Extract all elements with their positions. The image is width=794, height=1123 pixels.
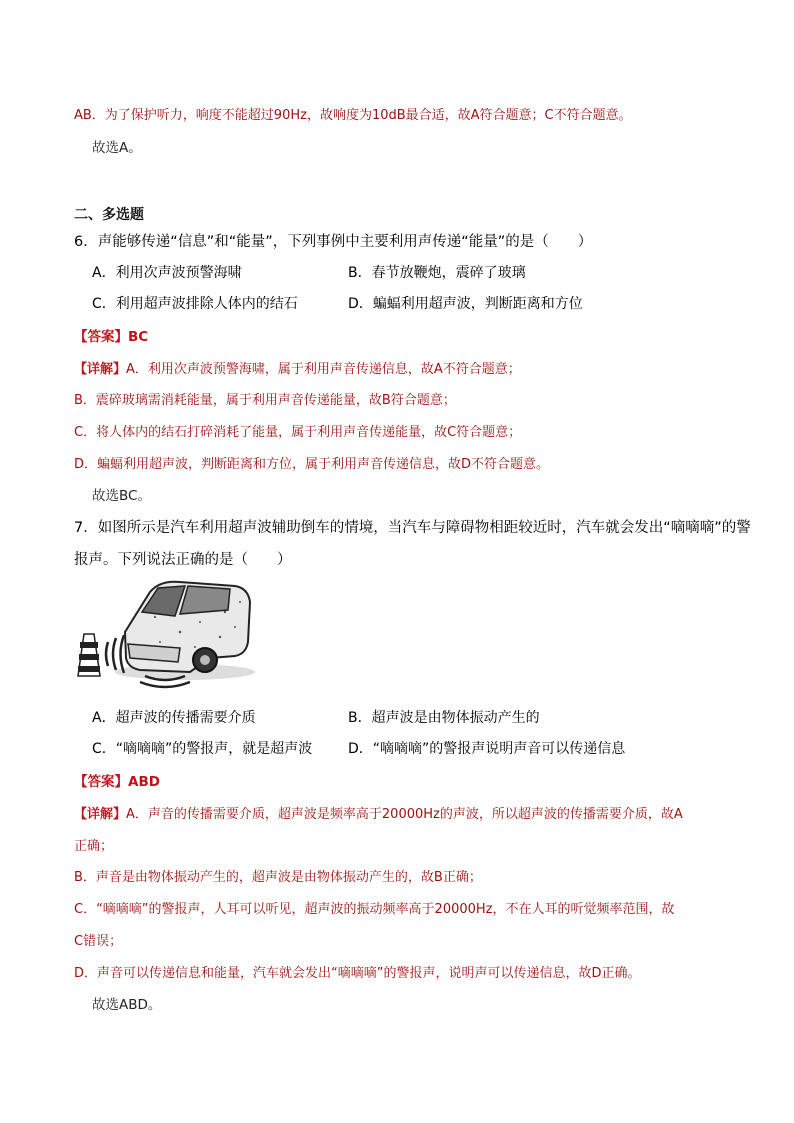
- q6-detail-c: C．将人体内的结石打碎消耗了能量，属于利用声音传递能量，故C符合题意；: [74, 425, 522, 440]
- q6-stem: 6．声能够传递“信息”和“能量”，下列事例中主要利用声传递“能量”的是（ ）: [74, 234, 593, 250]
- q6-answer-label: 【答案】: [74, 329, 128, 345]
- q6-option-a: A．利用次声波预警海啸: [92, 265, 242, 281]
- q7-option-c: C．“嘀嘀嘀”的警报声，就是超声波: [92, 741, 313, 757]
- q7-answer-label: 【答案】: [74, 774, 128, 790]
- q7-stem-line2: 报声。下列说法正确的是（ ）: [74, 552, 292, 568]
- q7-detail-b: B．声音是由物体振动产生的，超声波是由物体振动产生的，故B正确；: [74, 870, 482, 885]
- q7-detail-c-line2: C错误；: [74, 934, 123, 949]
- section-title: 二、多选题: [74, 207, 144, 223]
- q7-detail-d: D．声音可以传递信息和能量，汽车就会发出“嘀嘀嘀”的警报声，说明声可以传递信息，故D正确。: [74, 966, 641, 981]
- q6-option-b: B．春节放鞭炮，震碎了玻璃: [348, 265, 526, 281]
- q7-answer-value: ABD: [128, 774, 160, 790]
- q6-detail-a: [74, 358, 521, 377]
- q6-detail-a-text: A．利用次声波预警海啸，属于利用声音传递信息，故A不符合题意；: [126, 362, 521, 377]
- q7-detail-c-line1: C．“嘀嘀嘀”的警报声，人耳可以听见，超声波的振动频率高于20000Hz，不在人耳的听觉频率范围，故: [74, 902, 675, 917]
- q7-detail-a-text: A．声音的传播需要介质，超声波是频率高于20000Hz的声波，所以超声波的传播需要介质，故A: [126, 807, 683, 822]
- q7-option-d: D．“嘀嘀嘀”的警报声说明声音可以传递信息: [348, 741, 626, 757]
- q6-answer: [74, 325, 148, 345]
- top-explanation: AB．为了保护听力，响度不能超过90Hz，故响度为10dB最合适，故A符合题意；C不符合题意。: [74, 108, 632, 123]
- q7-detail-a-line2: 正确；: [74, 839, 114, 854]
- q7-detail-a-line1: [74, 803, 683, 822]
- q6-answer-value: BC: [128, 329, 149, 345]
- q6-detail-label: 【详解】: [74, 362, 127, 377]
- q6-detail-b: B．震碎玻璃需消耗能量，属于利用声音传递能量，故B符合题意；: [74, 393, 456, 408]
- q6-option-d: D．蝙蝠利用超声波，判断距离和方位: [348, 296, 583, 312]
- q7-detail-label: 【详解】: [74, 807, 127, 822]
- q6-option-c: C．利用超声波排除人体内的结石: [92, 296, 298, 312]
- q6-conclusion: 故选BC。: [92, 488, 151, 504]
- q7-stem-line1: 7．如图所示是汽车利用超声波辅助倒车的情境，当汽车与障碍物相距较近时，汽车就会发出“嘀嘀嘀”的警: [74, 520, 751, 536]
- q6-detail-d: D．蝙蝠利用超声波，判断距离和方位，属于利用声音传递信息，故D不符合题意。: [74, 457, 550, 472]
- car-reversing-illustration: [70, 572, 260, 692]
- top-conclusion: 故选A。: [92, 140, 142, 156]
- q7-option-a: A．超声波的传播需要介质: [92, 710, 256, 726]
- q7-conclusion: 故选ABD。: [92, 997, 162, 1013]
- q7-answer: [74, 770, 160, 790]
- q7-option-b: B．超声波是由物体振动产生的: [348, 710, 540, 726]
